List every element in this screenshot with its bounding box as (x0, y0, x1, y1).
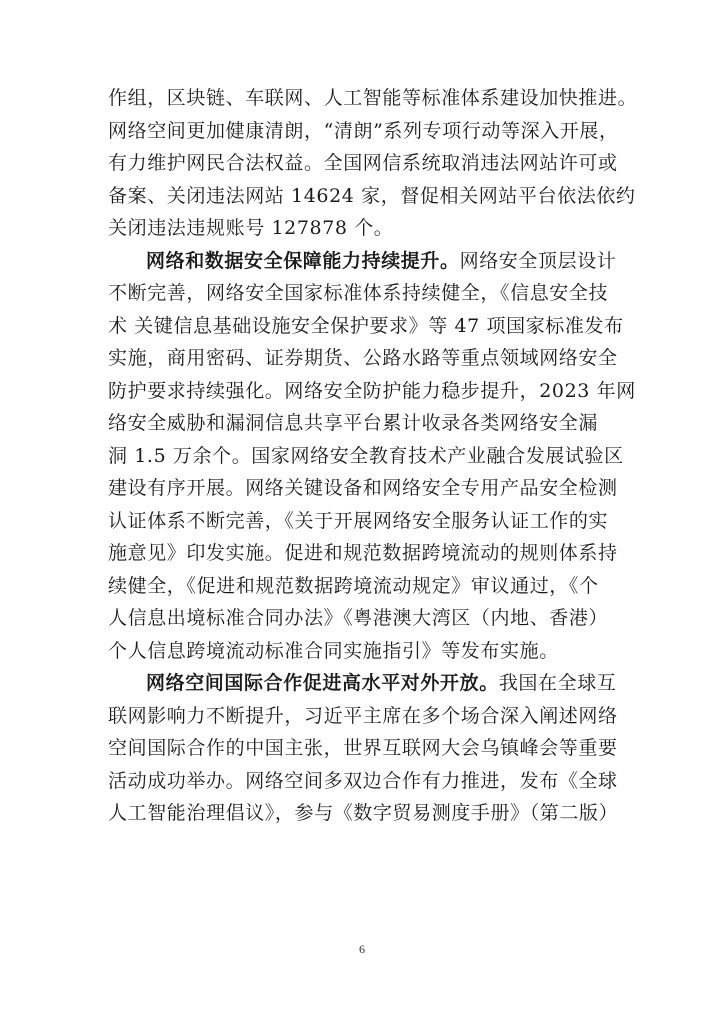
paragraph-2-line-4: 实施，商用密码、证券期货、公路水路等重点领域网络安全 (108, 347, 618, 369)
paragraph-2-line-3: 术 关键信息基础设施安全保护要求》等 47 项国家标准发布 (108, 314, 624, 337)
paragraph-2-line-2: 不断完善，网络安全国家标准体系持续健全，《信息安全技 (108, 282, 609, 304)
paragraph-2-line-6: 络安全威胁和漏洞信息共享平台累计收录各类网络安全漏 (108, 412, 599, 434)
paragraph-1-line-2: 网络空间更加健康清朗，“清朗”系列专项行动等深入开展， (108, 119, 619, 142)
paragraph-2-line-9: 认证体系不断完善，《关于开展网络安全服务认证工作的实 (108, 509, 609, 532)
page-number: 6 (359, 942, 365, 956)
paragraph-2-first-line-text: 网络安全顶层设计 (459, 249, 617, 272)
paragraph-3-line-5: 人工智能治理倡议》，参与《数字贸易测度手册》（第二版） (108, 802, 619, 824)
paragraph-2-line-11: 续健全，《促进和规范数据跨境流动规定》审议通过，《个 (108, 574, 599, 597)
paragraph-2-line-7: 洞 1.5 万余个。国家网络安全教育技术产业融合发展试验区 (108, 444, 624, 467)
paragraph-3-line-4: 活动成功举办。网络空间多双边合作有力推进，发布《全球 (108, 769, 618, 792)
paragraph-2-line-5: 防护要求持续强化。网络安全防护能力稳步提升，2023 年网 (108, 379, 636, 402)
paragraph-2-line-10: 施意见》印发实施。促进和规范数据跨境流动的规则体系持 (108, 542, 618, 564)
paragraph-3-first-line-text: 我国在全球互 (498, 672, 617, 694)
paragraph-1-line-1: 作组，区块链、车联网、人工智能等标准体系建设加快推进。 (108, 87, 638, 109)
paragraph-3-line-2: 联网影响力不断提升，习近平主席在多个场合深入阐述网络 (108, 704, 618, 727)
paragraph-3-heading: 网络空间国际合作促进高水平对外开放。 (146, 672, 499, 694)
paragraph-2-line-13: 个人信息跨境流动标准合同实施指引》等发布实施。 (108, 639, 559, 662)
paragraph-2-line-12: 人信息出境标准合同办法》《粤港澳大湾区（内地、香港） (108, 607, 609, 629)
paragraph-1-line-5: 关闭违法违规账号 127878 个。 (108, 217, 394, 239)
paragraph-3-line-3: 空间国际合作的中国主张，世界互联网大会乌镇峰会等重要 (108, 737, 618, 759)
paragraph-1-line-4: 备案、关闭违法网站 14624 家，督促相关网站平台依法依约 (108, 184, 636, 207)
paragraph-2-first-line (146, 249, 616, 273)
paragraph-1-line-3: 有力维护网民合法权益。全国网信系统取消违法网站许可或 (108, 152, 618, 174)
paragraph-3-first-line (146, 671, 616, 695)
paragraph-2-line-8: 建设有序开展。网络关键设备和网络安全专用产品安全检测 (108, 477, 618, 499)
paragraph-2-heading: 网络和数据安全保障能力持续提升。 (146, 249, 460, 272)
